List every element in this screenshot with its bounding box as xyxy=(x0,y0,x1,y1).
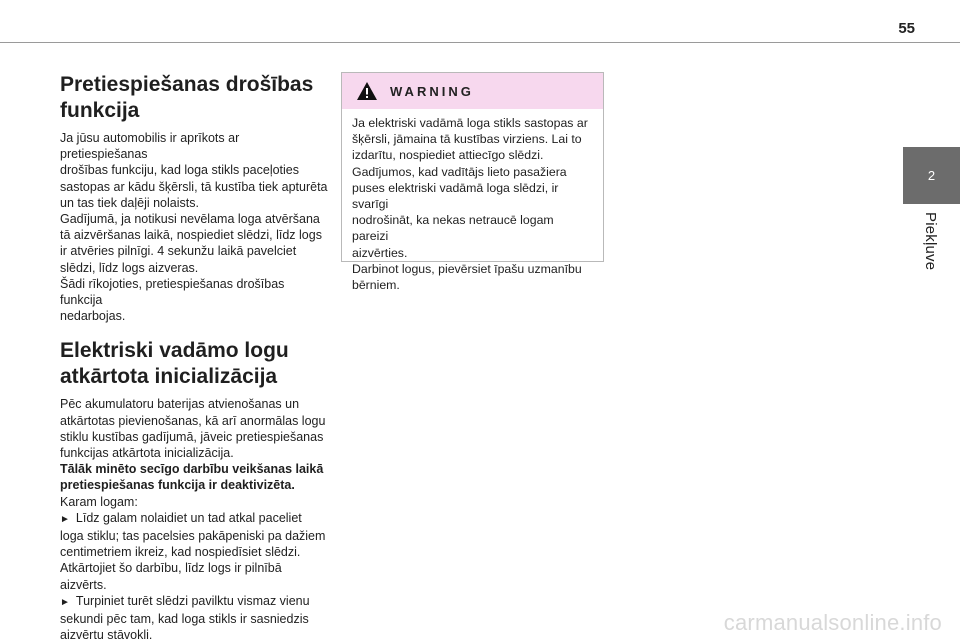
warning-line: bērniem. xyxy=(352,278,400,293)
body-line: Ja jūsu automobilis ir aprīkots ar pretiespiešanas xyxy=(60,131,240,162)
body-line: ir atvēries pilnīgi. 4 sekunžu laikā pavelciet xyxy=(60,244,297,259)
step-arrow-icon: ► xyxy=(60,513,70,525)
warning-line: nodrošināt, ka nekas netraucē logam pareizi xyxy=(352,213,554,244)
section-reinitialization-title-line1: Elektriski vadāmo logu xyxy=(60,339,289,363)
warning-line: aizvērties. xyxy=(352,245,408,260)
warning-box xyxy=(341,72,604,293)
bold-note-line: Tālāk minēto secīgo darbību veikšanas laikā xyxy=(60,462,324,477)
body-line: slēdzi, līdz logs aizveras. xyxy=(60,260,199,275)
chapter-tab[interactable] xyxy=(903,147,960,204)
body-line: atkārtotas pievienošanas, kā arī anormālas logu xyxy=(60,413,326,428)
step-1-line1 xyxy=(60,510,328,528)
body-line: nedarbojas. xyxy=(60,309,126,324)
section-anti-pinch-title-line1: Pretiespiešanas drošības xyxy=(60,73,314,96)
header-divider xyxy=(0,42,960,43)
bold-note-line: pretiespiešanas funkcija ir deaktivizēta. xyxy=(60,478,295,493)
windows-label: Karam logam: xyxy=(60,494,138,509)
step-2-line1 xyxy=(60,593,328,611)
body-line: Gadījumā, ja notikusi nevēlama loga atvēršana xyxy=(60,212,320,227)
body-line: aizvērtu stāvokli. xyxy=(60,628,153,643)
warning-line: Darbinot logus, pievērsiet īpašu uzmanību xyxy=(352,261,582,276)
section-anti-pinch-title-line2: funkcija xyxy=(60,99,140,122)
section-anti-pinch-body xyxy=(60,130,328,324)
chapter-tab-number: 2 xyxy=(927,168,936,183)
warning-line: Gadījumos, kad vadītājs lieto pasažiera xyxy=(352,164,567,179)
warning-title: WARNING xyxy=(390,83,474,99)
chapter-tab-label: Piekļuve xyxy=(922,212,939,271)
body-line: funkcijas atkārtota inicializācija. xyxy=(60,446,234,461)
warning-line: šķērsli, jāmaina tā kustības virziens. Lai to xyxy=(352,132,582,147)
body-line: centimetriem ikreiz, kad nospiedīsiet slēdzi. xyxy=(60,545,301,560)
section-reinitialization-title xyxy=(60,338,328,390)
body-line: sastopas ar kādu šķērsli, tā kustība tiek apturēta xyxy=(60,179,328,194)
warning-line: puses elektriski vadāmā loga slēdzi, ir svarīgi xyxy=(352,180,559,212)
warning-line: izdarītu, nospiediet attiecīgo slēdzi. xyxy=(352,148,544,163)
step-text: Līdz galam nolaidiet un tad atkal paceliet xyxy=(75,510,302,525)
body-line: Pēc akumulatoru baterijas atvienošanas un xyxy=(60,397,300,412)
page-number: 55 xyxy=(898,20,915,37)
warning-triangle-icon xyxy=(356,81,378,101)
warning-body xyxy=(342,109,603,293)
body-line: loga stiklu; tas pacelsies pakāpeniski pa dažiem xyxy=(60,529,326,544)
left-column xyxy=(60,72,328,643)
section-reinitialization xyxy=(60,338,328,643)
body-line: Atkārtojiet šo darbību, līdz logs ir pilnībā aizvērts. xyxy=(60,561,282,592)
section-reinitialization-body xyxy=(60,396,328,643)
body-line: tā aizvēršanas laikā, nospiediet slēdzi, līdz logs xyxy=(60,228,322,243)
body-line: sekundi pēc tam, kad loga stikls ir sasniedzis xyxy=(60,612,309,627)
watermark: carmanualsonline.info xyxy=(723,610,942,635)
body-line: un tas tiek daļēji nolaists. xyxy=(60,195,199,210)
warning-line: Ja elektriski vadāmā loga stikls sastopas ar xyxy=(352,116,588,130)
body-line: stiklu kustības gadījumā, jāveic pretiespiešanas xyxy=(60,429,324,444)
section-reinitialization-title-line2: atkārtota inicializācija xyxy=(60,365,278,389)
body-line: Šādi rīkojoties, pretiespiešanas drošības funkcija xyxy=(60,276,285,308)
section-anti-pinch-title xyxy=(60,72,328,124)
body-line: drošības funkciju, kad loga stikls paceļoties xyxy=(60,163,300,178)
step-text: Turpiniet turēt slēdzi pavilktu vismaz vienu xyxy=(75,593,310,608)
step-arrow-icon: ► xyxy=(60,596,70,608)
warning-header xyxy=(342,73,603,109)
